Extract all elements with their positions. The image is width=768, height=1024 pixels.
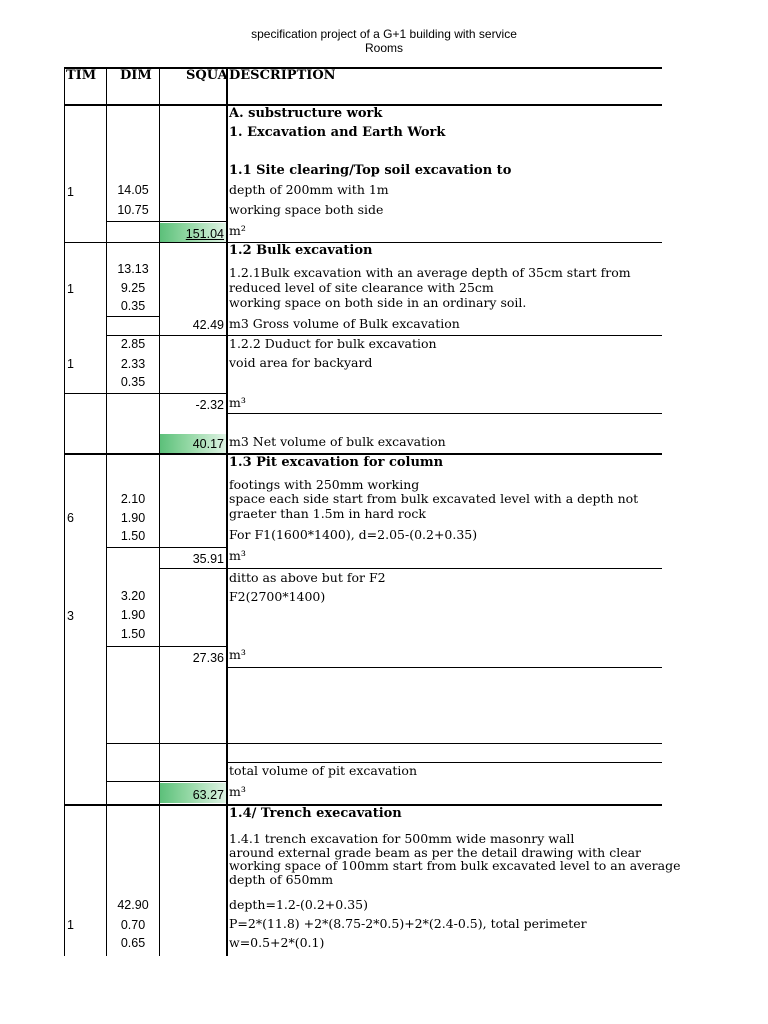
item-1-3-dim-3: 1.50 [120, 529, 146, 543]
item-1-1-sub-border [106, 221, 227, 222]
item-1-2-2-tim: 1 [67, 357, 74, 371]
f2-unit: m³ [229, 647, 246, 662]
row-border-f2 [160, 568, 662, 569]
item-1-2-dim-1: 13.13 [117, 262, 149, 276]
col-header-tim: TIM [66, 68, 97, 83]
pit-total-unit: m³ [229, 784, 246, 799]
item-1-1-unit: m² [229, 223, 246, 238]
item-1-1-tim: 1 [67, 185, 74, 199]
item-1-3-dim-2: 1.90 [120, 511, 146, 525]
item-1-2-2-dim-2: 2.33 [120, 357, 146, 371]
item-1-4-desc-6: P=2*(11.8) +2*(8.75-2*0.5)+2*(2.4-0.5), total perimeter [229, 916, 587, 931]
f2-dim-2: 1.90 [120, 608, 146, 622]
net-volume-squa: 40.17 [192, 437, 224, 451]
item-1-2-desc-1: 1.2.1Bulk excavation with an average depth of 35cm start from [229, 265, 631, 280]
table-top-border [64, 67, 662, 69]
item-1-2-2-desc-1: void area for backyard [229, 355, 373, 370]
f2-dim-3: 1.50 [120, 627, 146, 641]
section-1-title: 1. Excavation and Earth Work [229, 125, 446, 140]
item-1-2-dim-3: 0.35 [120, 299, 146, 313]
item-1-2-desc-2: reduced level of site clearance with 25cm [229, 280, 494, 295]
item-1-4-desc-5: depth=1.2-(0.2+0.35) [229, 897, 368, 912]
item-1-4-tim: 1 [67, 918, 74, 932]
col-header-dim: DIM [120, 68, 152, 83]
item-1-3-tim: 6 [67, 511, 74, 525]
item-1-2-2-dim-1: 2.85 [120, 337, 146, 351]
item-1-3-title: 1.3 Pit excavation for column [229, 455, 444, 470]
pit-total-squa: 63.27 [192, 788, 224, 802]
item-1-4-desc-2: around external grade beam as per the detail drawing with clear [229, 845, 642, 860]
item-1-1-desc-1: depth of 200mm with 1m [229, 182, 389, 197]
row-border-net [227, 413, 662, 414]
item-1-2-2-title: 1.2.2 Duduct for bulk excavation [229, 336, 437, 351]
f2-desc-1: ditto as above but for F2 [229, 570, 386, 585]
col-border-dim [159, 67, 160, 956]
item-1-1-title: 1.1 Site clearing/Top soil excavation to [229, 163, 512, 178]
row-border-total-top [106, 743, 662, 744]
item-1-4-desc-1: 1.4.1 trench excavation for 500mm wide masonry wall [229, 831, 575, 846]
item-1-1-squa: 151.04 [185, 227, 224, 241]
col-header-squa: SQUA [186, 68, 228, 83]
item-1-3-desc-3: graeter than 1.5m in hard rock [229, 506, 427, 521]
col-border-tim [106, 67, 107, 956]
net-volume-desc: m3 Net volume of bulk excavation [229, 434, 446, 449]
item-1-3-desc-2: space each side start from bulk excavated level with a depth not [229, 491, 639, 506]
document-subtitle: Rooms [364, 41, 403, 55]
col-border-left [64, 67, 65, 956]
item-1-4-dim-1: 42.90 [117, 898, 149, 912]
item-1-2-squa: 42.49 [192, 318, 224, 332]
item-1-4-dim-3: 0.65 [120, 936, 146, 950]
item-1-2-2-sub-border [64, 393, 227, 394]
item-1-2-dim-2: 9.25 [120, 281, 146, 295]
item-1-2-unit-desc: m3 Gross volume of Bulk excavation [229, 316, 460, 331]
item-1-2-title: 1.2 Bulk excavation [229, 243, 373, 258]
item-1-4-desc-7: w=0.5+2*(0.1) [229, 935, 325, 950]
row-border-f2-end [227, 667, 662, 668]
item-1-4-title: 1.4/ Trench execavation [229, 806, 402, 821]
f2-tim: 3 [67, 609, 74, 623]
item-1-2-tim: 1 [67, 282, 74, 296]
item-1-1-dim-1: 14.05 [117, 183, 149, 197]
item-1-3-sub-border [106, 547, 227, 548]
item-1-3-dim-1: 2.10 [120, 492, 146, 506]
f2-desc-2: F2(2700*1400) [229, 589, 326, 604]
item-1-2-sub-border [106, 316, 160, 317]
item-1-1-dim-2: 10.75 [117, 203, 149, 217]
item-1-3-squa: 35.91 [192, 552, 224, 566]
pit-total-desc: total volume of pit excavation [229, 763, 417, 778]
col-border-squa [226, 67, 228, 956]
item-1-3-desc-4: For F1(1600*1400), d=2.05-(0.2+0.35) [229, 527, 478, 542]
pit-total-sub-border [106, 781, 227, 782]
item-1-2-2-dim-3: 0.35 [120, 375, 146, 389]
section-a-title: A. substructure work [229, 106, 383, 121]
item-1-1-desc-2: working space both side [229, 202, 384, 217]
col-header-description: DESCRIPTION [229, 68, 336, 83]
item-1-2-desc-3: working space on both side in an ordinary soil. [229, 295, 527, 310]
item-1-2-2-unit: m³ [229, 395, 246, 410]
f2-squa: 27.36 [192, 651, 224, 665]
item-1-4-desc-4: depth of 650mm [229, 872, 334, 887]
item-1-2-2-squa: -2.32 [195, 398, 224, 412]
item-1-3-unit: m³ [229, 548, 246, 563]
f2-dim-1: 3.20 [120, 589, 146, 603]
item-1-4-dim-2: 0.70 [120, 918, 146, 932]
f2-sub-border [106, 646, 227, 647]
document-title: specification project of a G+1 building with service [251, 27, 517, 41]
item-1-4-desc-3: working space of 100mm start from bulk excavated level to an average [229, 858, 681, 873]
item-1-3-desc-1: footings with 250mm working [229, 477, 420, 492]
